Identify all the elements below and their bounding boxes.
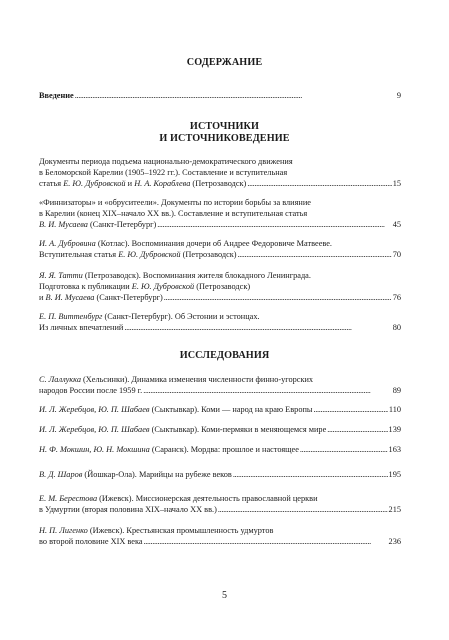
entry-line: Е. П. Виттенбург (Санкт-Петербург). Об Эстонии и эстонцах. <box>39 312 260 321</box>
toc-entry-introduction[interactable] <box>39 90 401 101</box>
page-number: 5 <box>222 590 227 601</box>
entry-line: И. Л. Жеребцов, Ю. П. Шабаев (Сыктывкар). Коми — народ на краю Европы <box>39 405 313 414</box>
toc-entry[interactable] <box>39 270 401 303</box>
toc-entry[interactable] <box>39 469 401 480</box>
dot-leader <box>144 536 388 547</box>
entry-page: 15 <box>392 179 401 188</box>
toc-entry[interactable] <box>39 493 401 515</box>
entry-line: Из личных впечатлений <box>39 323 124 332</box>
section-title-sources-line1: ИСТОЧНИКИ <box>189 121 260 132</box>
entry-line: Я. Я. Татти (Петрозаводск). Воспоминания жителя блокадного Ленинграда. <box>39 271 311 280</box>
entry-page: 139 <box>388 425 401 434</box>
dot-leader <box>238 249 392 260</box>
entry-page: 80 <box>392 323 401 332</box>
entry-line: И. А. Дубровина (Котлас). Воспоминания дочери об Андрее Федоровиче Матвееве. <box>39 239 333 248</box>
dot-leader <box>233 469 388 480</box>
toc-entry[interactable] <box>39 404 401 415</box>
dot-leader <box>157 219 391 230</box>
dot-leader <box>218 504 388 515</box>
entry-line: Е. М. Берестова (Ижевск). Миссионерская деятельность православной церкви <box>39 494 318 503</box>
toc-entry[interactable] <box>39 525 401 547</box>
entry-line: Н. П. Лигенко (Ижевск). Крестьянская промышленность удмуртов <box>39 526 274 535</box>
entry-page: 163 <box>388 445 401 454</box>
dot-leader <box>327 424 387 435</box>
entry-line: и В. И. Мусаева (Санкт-Петербург) <box>39 293 163 302</box>
dot-leader <box>164 292 392 303</box>
dot-leader <box>75 90 396 101</box>
dot-leader <box>124 322 391 333</box>
section-title-research: ИССЛЕДОВАНИЯ <box>179 350 270 361</box>
section-title-sources-line2: И ИСТОЧНИКОВЕДЕНИЕ <box>159 133 290 144</box>
entry-line: в Удмуртии (вторая половина XIX–начало XX вв.) <box>39 505 217 514</box>
entry-line: «Финнизаторы» и «обруситеели». Документы по истории борьбы за влияние <box>39 198 311 207</box>
entry-line: В. И. Мусаева (Санкт-Петербург) <box>39 220 157 229</box>
entry-page: 110 <box>388 405 401 414</box>
toc-entry[interactable] <box>39 197 401 230</box>
entry-page: 215 <box>388 505 401 514</box>
entry-page: 89 <box>392 386 401 395</box>
toc-entry[interactable] <box>39 374 401 396</box>
entry-page: 195 <box>388 470 401 479</box>
dot-leader <box>247 178 391 189</box>
entry-page: 70 <box>392 250 401 259</box>
entry-line: Вступительная статья Е. Ю. Дубровской (Петрозаводск) <box>39 250 237 259</box>
entry-line: И. Л. Жеребцов, Ю. П. Шабаев (Сыктывкар). Коми-пермяки в меняющемся мире <box>39 425 327 434</box>
entry-page: 45 <box>392 220 401 229</box>
entry-line: в Беломорской Карелии (1905–1922 гг.). Составление и вступительная <box>39 168 288 177</box>
entry-page: 236 <box>388 537 401 546</box>
toc-entry[interactable] <box>39 444 401 455</box>
toc-entry[interactable] <box>39 238 401 260</box>
entry-page: 76 <box>392 293 401 302</box>
dot-leader <box>313 404 387 415</box>
entry-line: Документы периода подъема национально-демократического движения <box>39 157 293 166</box>
entry-line: народов России после 1959 г. <box>39 386 143 395</box>
dot-leader <box>143 385 391 396</box>
entry-title: Введение <box>39 91 74 100</box>
entry-line: статья Е. Ю. Дубровской и Н. А. Кораблева (Петрозаводск) <box>39 179 247 188</box>
contents-title: СОДЕРЖАНИЕ <box>186 57 263 68</box>
toc-entry[interactable] <box>39 156 401 189</box>
dot-leader <box>300 444 388 455</box>
entry-line: В. Д. Шаров (Йошкар-Ола). Марийцы на рубеже веков <box>39 470 232 479</box>
toc-entry[interactable] <box>39 311 401 333</box>
entry-line: Подготовка к публикации Е. Ю. Дубровской (Петрозаводск) <box>39 282 251 291</box>
toc-entry[interactable] <box>39 424 401 435</box>
entry-page: 9 <box>396 91 401 100</box>
entry-line: С. Лаллукка (Хельсинки). Динамика изменения численности финно-угорских <box>39 375 314 384</box>
entry-line: Н. Ф. Мокшин, Ю. Н. Мокшина (Саранск). Мордва: прошлое и настоящее <box>39 445 299 454</box>
entry-line: в Карелии (конец XIX–начало XX вв.). Составление и вступительная статья <box>39 209 308 218</box>
entry-line: во второй половине XIX века <box>39 537 143 546</box>
